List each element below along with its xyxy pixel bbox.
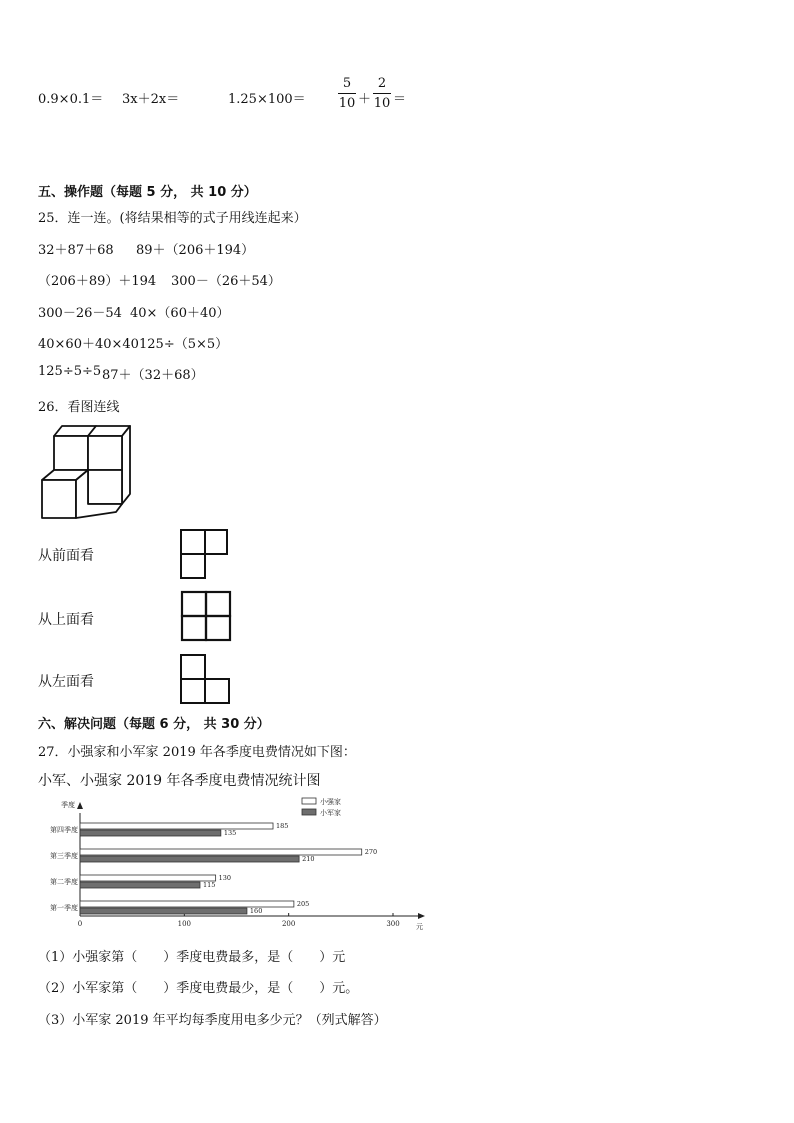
legend-swatch xyxy=(302,809,316,815)
data-label: 160 xyxy=(249,907,263,915)
q27-sub3: （3）小军家 2019 年平均每季度用电多少元？（列式解答） xyxy=(38,1013,387,1028)
data-label: 205 xyxy=(296,900,310,908)
equals-sign: ＝ xyxy=(393,92,407,107)
bar-xiaoqiang xyxy=(80,875,216,881)
q27-sub1: （1）小强家第（ ）季度电费最多，是（ ）元 xyxy=(38,950,346,965)
q25-right-4: 125÷（5×5） xyxy=(139,337,229,352)
category-label: 第四季度 xyxy=(50,826,78,834)
section5-heading: 五、操作题（每题 5 分， 共 10 分） xyxy=(38,185,257,200)
data-label: 185 xyxy=(276,822,289,830)
left-view-grid xyxy=(179,653,233,707)
view-label-top: 从上面看 xyxy=(38,612,94,628)
bar-xiaojun xyxy=(80,856,299,862)
bar-xiaoqiang xyxy=(80,849,362,855)
fraction-2-10 xyxy=(373,76,391,111)
data-label: 130 xyxy=(218,874,232,882)
q25-left-3: 300－26－54 xyxy=(38,306,122,321)
view-label-front: 从前面看 xyxy=(38,548,94,564)
x-tick-label: 200 xyxy=(281,920,296,928)
q26-title: 26．看图连线 xyxy=(38,400,120,415)
calc-expr-2: 3x＋2x＝ xyxy=(122,92,180,107)
x-tick-label: 0 xyxy=(77,920,83,928)
category-label: 第一季度 xyxy=(50,904,78,912)
bar-xiaojun xyxy=(80,830,221,836)
q27-title: 27．小强家和小军家 2019 年各季度电费情况如下图： xyxy=(38,745,356,760)
bar-xiaoqiang xyxy=(80,823,273,829)
cube-figure xyxy=(38,422,133,522)
fraction-denominator: 10 xyxy=(338,96,356,111)
legend-label: 小强家 xyxy=(320,798,341,806)
calc-expr-3: 1.25×100＝ xyxy=(228,92,306,107)
data-label: 135 xyxy=(223,829,237,837)
q25-right-1: 89＋（206＋194） xyxy=(136,243,255,258)
data-label: 115 xyxy=(202,881,216,889)
data-label: 210 xyxy=(302,855,315,863)
view-label-left: 从左面看 xyxy=(38,674,94,690)
q25-title: 25．连一连。(将结果相等的式子用线连起来） xyxy=(38,211,307,226)
q25-right-5: 87＋（32＋68） xyxy=(102,368,204,383)
x-axis-arrow xyxy=(418,913,425,919)
x-axis-label: 元 xyxy=(416,923,423,931)
q25-left-4: 40×60＋40×40 xyxy=(38,337,139,352)
top-view-grid xyxy=(179,589,233,643)
fraction-numerator: 2 xyxy=(377,76,387,91)
fraction-numerator: 5 xyxy=(342,76,352,91)
section6-heading: 六、解决问题（每题 6 分， 共 30 分） xyxy=(38,717,270,732)
q25-left-1: 32＋87＋68 xyxy=(38,243,114,258)
fraction-denominator: 10 xyxy=(373,96,391,111)
calc-expr-1: 0.9×0.1＝ xyxy=(38,92,104,107)
electricity-bar-chart xyxy=(30,795,430,935)
q25-left-5: 125÷5÷5 xyxy=(38,364,102,379)
y-axis-arrow xyxy=(77,802,83,809)
x-tick-label: 100 xyxy=(177,920,192,928)
category-label: 第三季度 xyxy=(50,852,78,860)
plus-sign: ＋ xyxy=(358,92,372,107)
category-label: 第二季度 xyxy=(50,878,78,886)
front-view-grid xyxy=(179,528,231,582)
y-axis-label: 季度 xyxy=(61,801,75,809)
fraction-5-10 xyxy=(338,76,356,111)
bar-xiaojun xyxy=(80,908,247,914)
legend-swatch xyxy=(302,798,316,804)
x-tick-label: 300 xyxy=(386,920,400,928)
q25-right-3: 40×（60＋40） xyxy=(130,306,230,321)
q25-right-2: 300－（26＋54） xyxy=(171,274,281,289)
data-label: 270 xyxy=(364,848,378,856)
q25-left-2: （206＋89）＋194 xyxy=(38,274,157,289)
bar-xiaojun xyxy=(80,882,200,888)
legend-label: 小军家 xyxy=(320,809,341,817)
q27-sub2: （2）小军家第（ ）季度电费最少，是（ ）元。 xyxy=(38,981,359,996)
chart-title: 小军、小强家 2019 年各季度电费情况统计图 xyxy=(38,773,321,789)
